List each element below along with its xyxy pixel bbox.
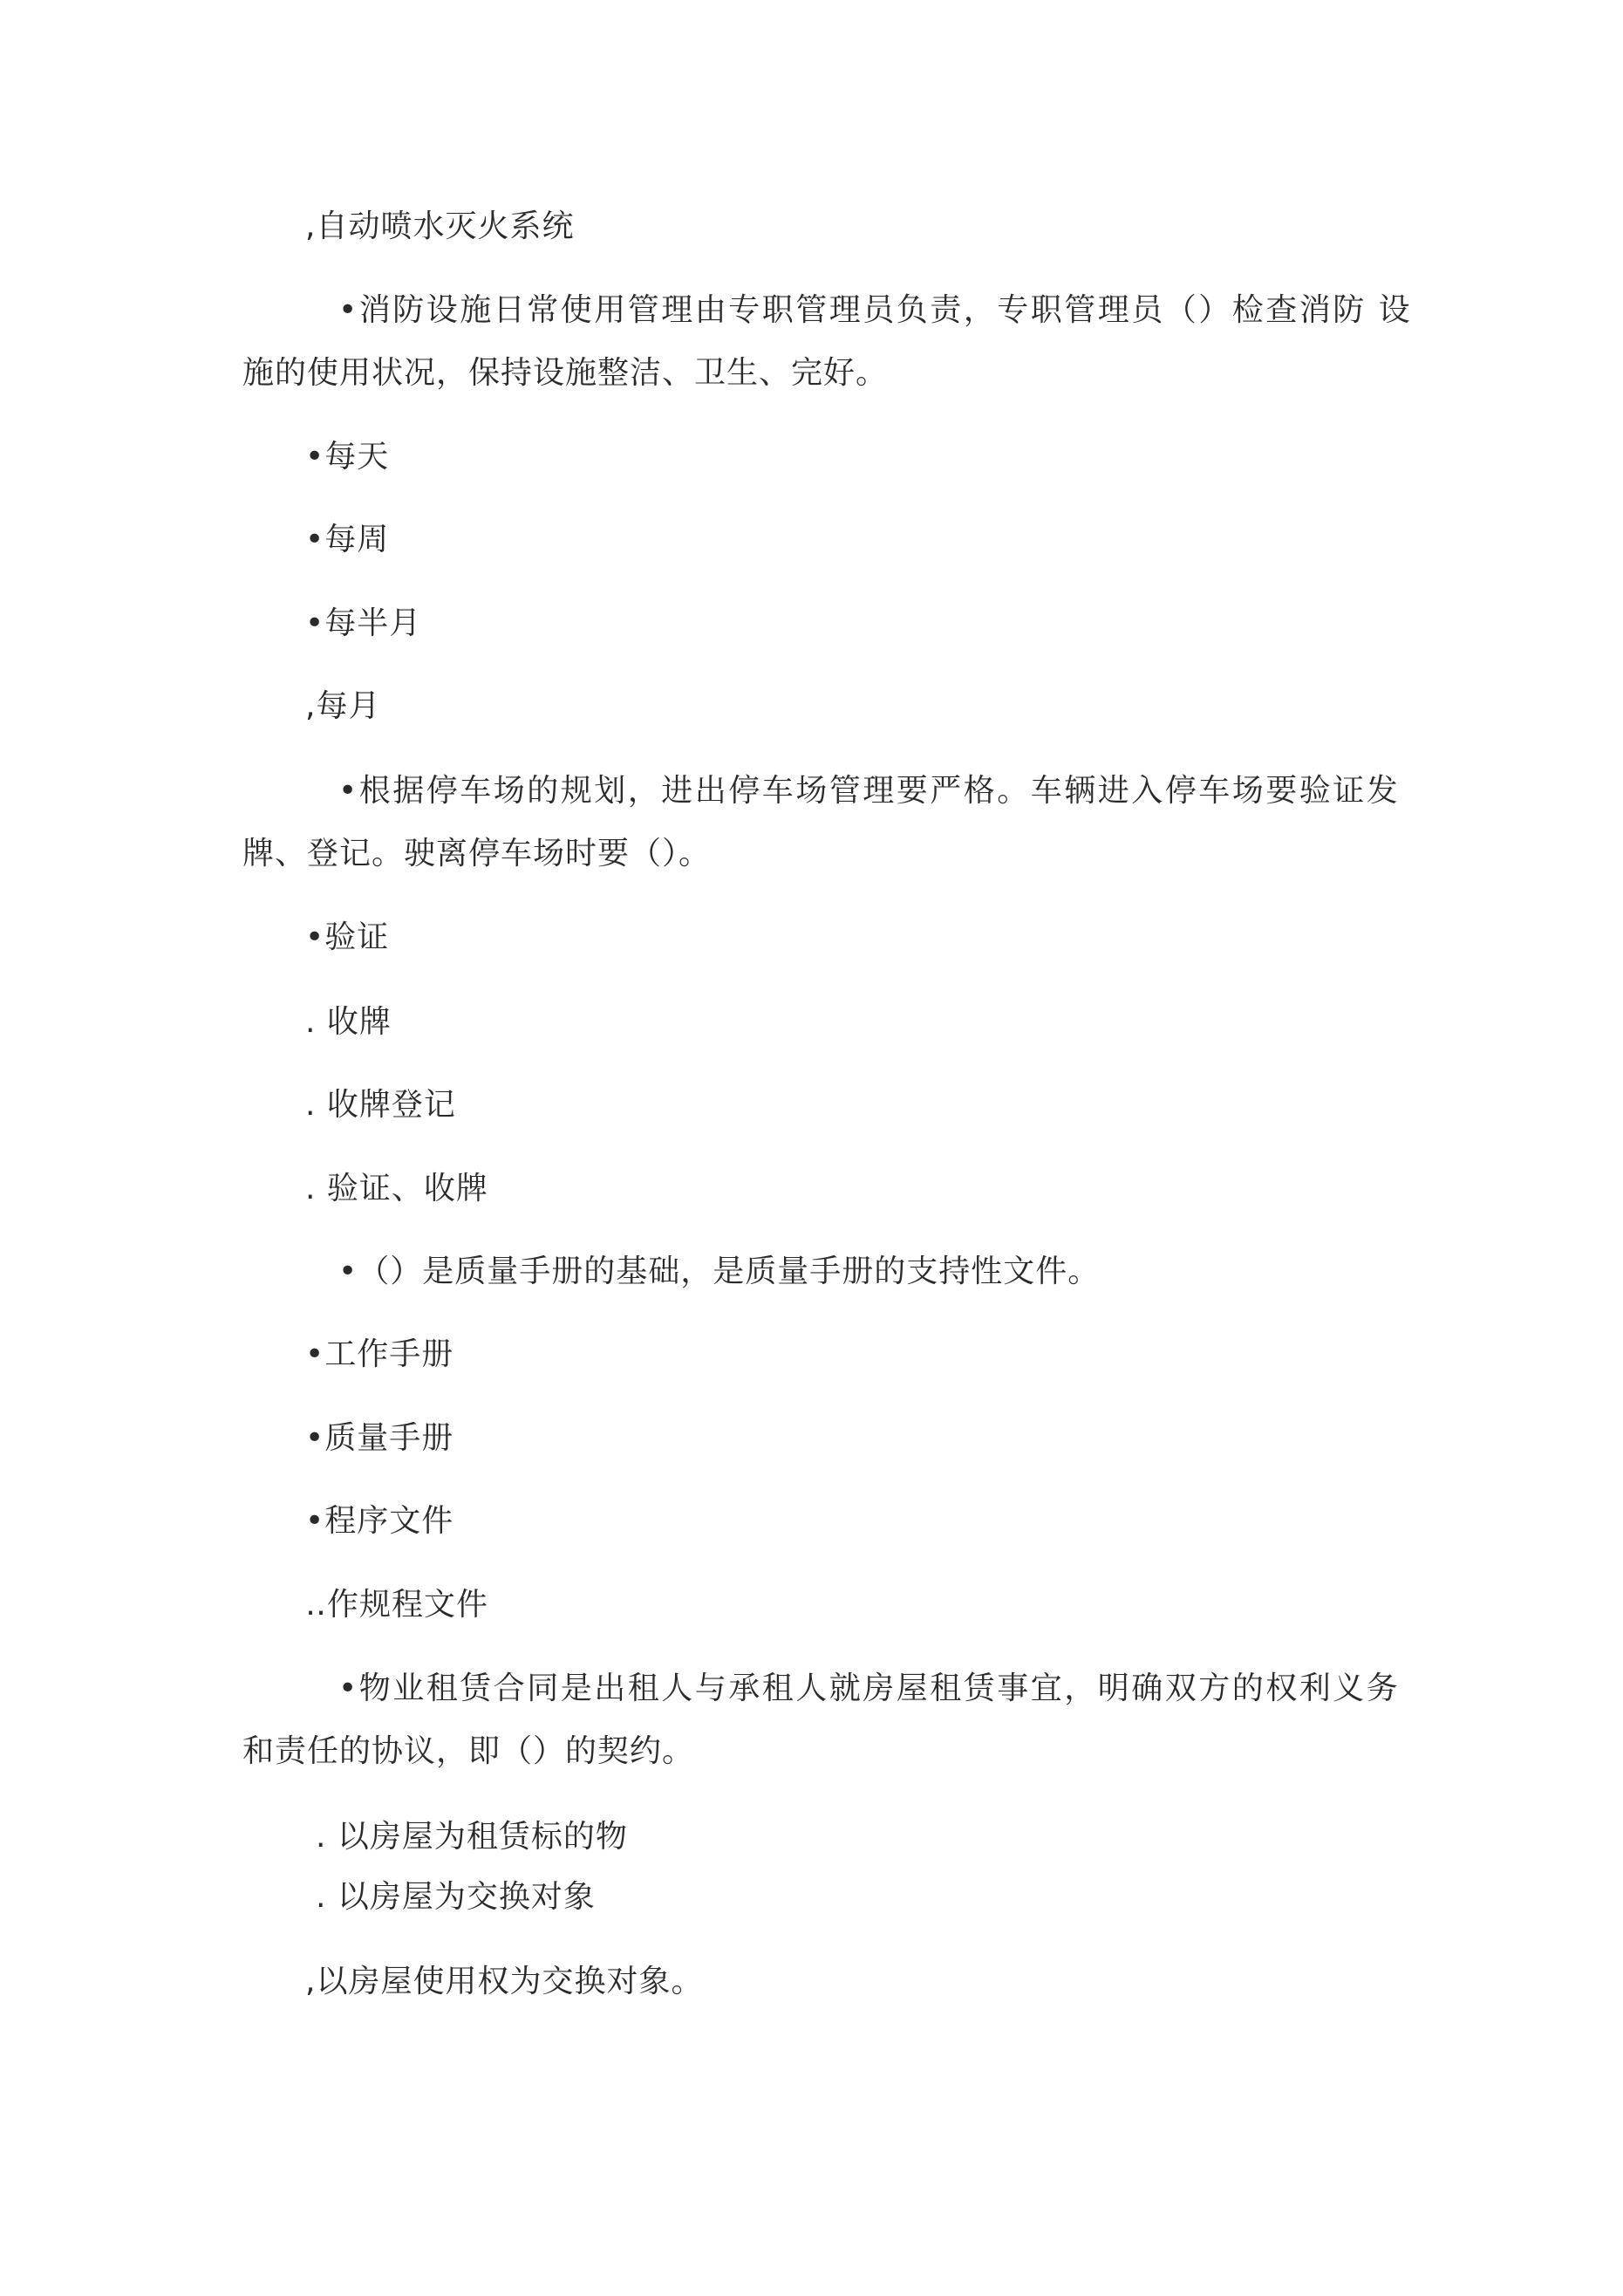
question-line: •根据停车场的规划，进出停车场管理要严格。车辆进入停车场要验证发 xyxy=(338,773,1401,809)
option-line: •验证 xyxy=(305,919,390,955)
option-line: ,每月 xyxy=(305,688,381,724)
option-line: ‥作规程文件 xyxy=(305,1587,489,1623)
option-line: •每天 xyxy=(305,439,390,475)
question-line: •消防设施日常使用管理由专职管理员负责，专职管理员（）检查消防 设 xyxy=(338,292,1413,328)
option-line: ,以房屋使用权为交换对象。 xyxy=(305,1964,704,1999)
question-continuation-line: 施的使用状况，保持设施整洁、卫生、完好。 xyxy=(242,355,889,391)
option-line: •工作手册 xyxy=(305,1336,454,1372)
option-line: ,自动喷水灭火系统 xyxy=(305,208,575,244)
question-continuation-line: 和责任的协议，即（）的契约。 xyxy=(242,1733,695,1769)
option-line: •每周 xyxy=(305,522,390,557)
option-line: •每半月 xyxy=(305,605,422,641)
question-line: •物业租赁合同是出租人与承租人就房屋租赁事宜，明确双方的权利义务 xyxy=(338,1671,1401,1706)
question-line: •（）是质量手册的基础，是质量手册的支持性文件。 xyxy=(338,1254,1101,1289)
option-line: . 验证、收牌 xyxy=(305,1171,488,1206)
option-line: •程序文件 xyxy=(305,1503,454,1539)
option-line: •质量手册 xyxy=(305,1420,454,1456)
question-continuation-line: 牌、登记。驶离停车场时要（）。 xyxy=(242,836,712,871)
option-line: . 以房屋为交换对象 xyxy=(316,1879,596,1915)
option-line: . 以房屋为租赁标的物 xyxy=(316,1819,628,1855)
option-line: . 收牌 xyxy=(305,1004,392,1040)
option-line: . 收牌登记 xyxy=(305,1087,456,1123)
